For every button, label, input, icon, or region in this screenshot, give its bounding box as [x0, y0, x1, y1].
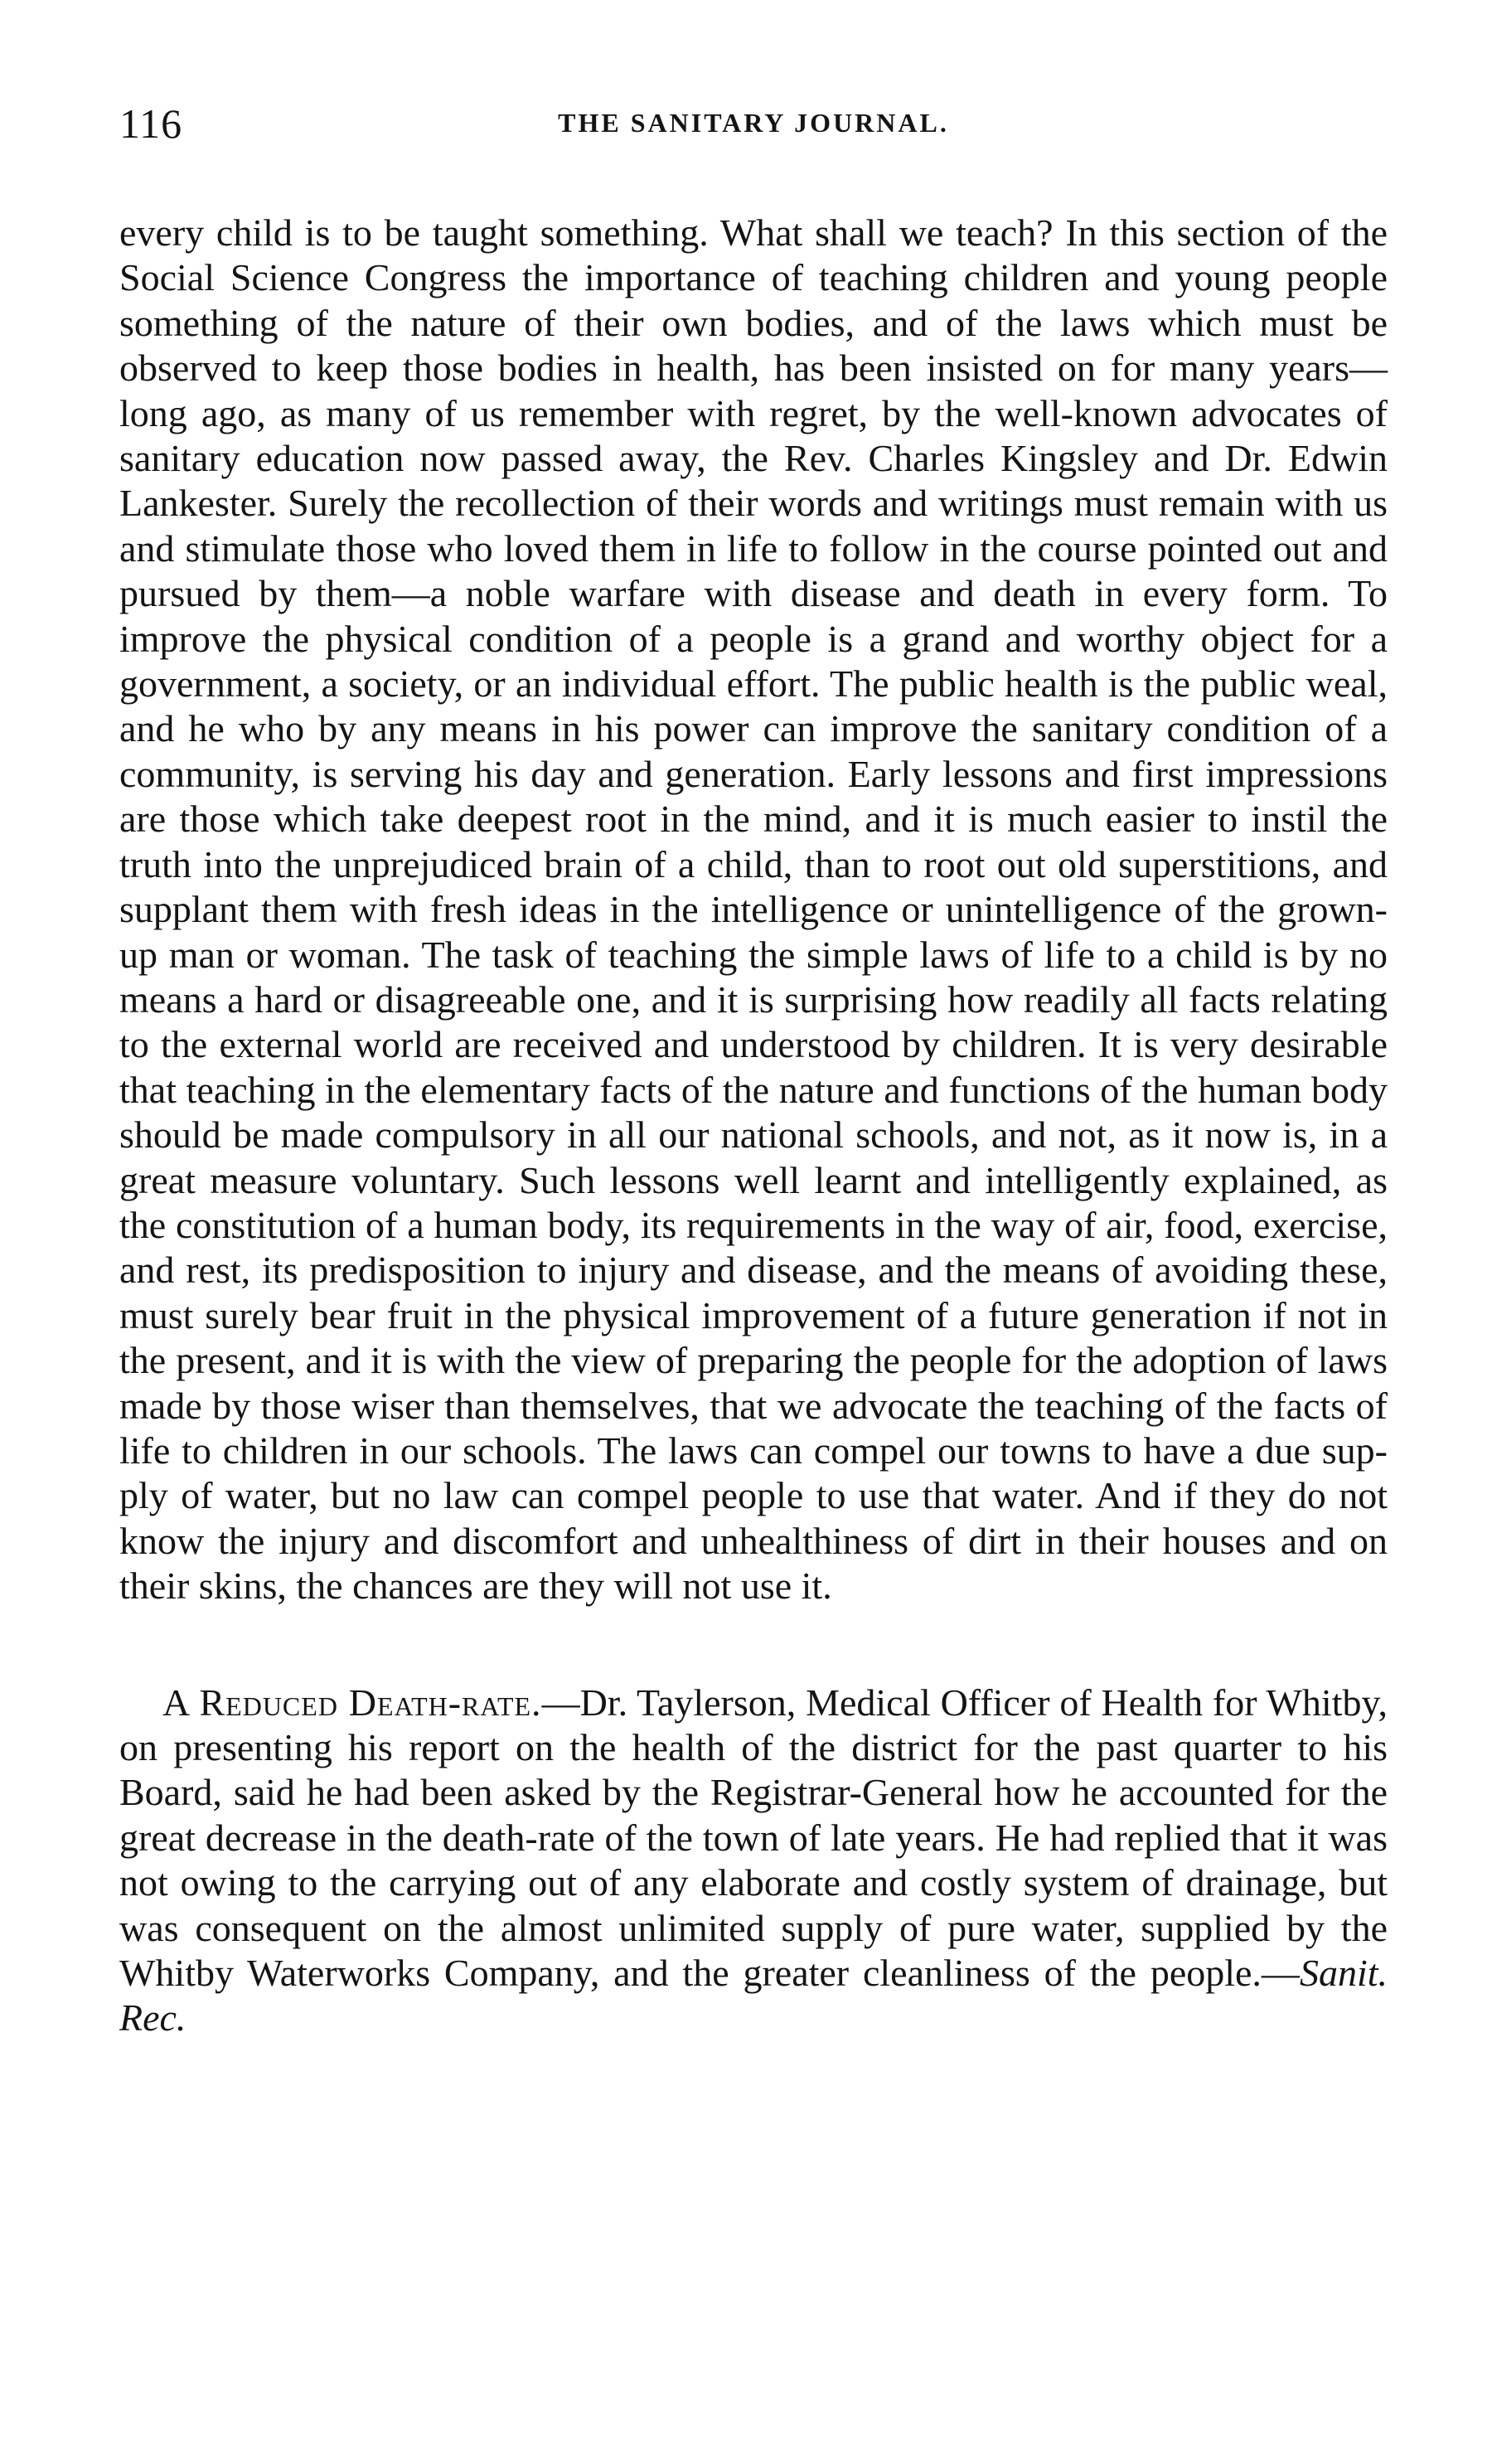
article-source: Sanit. Rec. — [119, 1952, 1388, 2040]
journal-title: THE SANITARY JOURNAL. — [558, 108, 949, 138]
article-text: —Dr. Taylerson, Medical Officer of Health for Whitby, on presenting his report on the health of the district for the past quarter to his Board, said he had been asked by the Registrar-General how he accounted for the great decrease in the death-rate of the town of late years. He had replied that it was not owing to the carrying out of any elaborate and costly system of drainage, but was consequent on the almost unlimited supply of pure water, supplied by the Whitby Waterworks Company, and the greater cleanliness of the people.— — [119, 1681, 1388, 1995]
running-head — [119, 99, 1388, 166]
article-heading: A Reduced Death-rate. — [162, 1681, 542, 1724]
article-paragraph — [119, 1681, 1388, 2041]
document-page — [119, 99, 1388, 2041]
page-number: 116 — [119, 100, 183, 147]
article-reduced-death-rate — [119, 1681, 1388, 2041]
body-paragraph: every child is to be taught something. What shall we teach? In this section of the Social Science Congress the importance of teaching children and young people something of the nature of their own bodies, and of the laws which must be observed to keep those bodies in health, has been insisted on for many years—long ago, as many of us remember with regret, by the well-known advocates of sanitary education now passed away, the Rev. Charles Kingsley and Dr. Edwin Lankester. Surely the recollection of their words and writings must remain with us and stimulate those who loved them in life to follow in the course pointed out and pursued by them—a noble warfare with disease and death in every form. To improve the physical condition of a people is a grand and worthy object for a government, a society, or an individual effort. The public health is the public weal, and he who by any means in his power can improve the sanitary condition of a community, is serving his day and generation. Early lessons and first impressions are those which take deepest root in the mind, and it is much easier to instil the truth into the unprejudiced brain of a child, than to root out old superstitions, and supplant them with fresh ideas in the intelligence or unintelligence of the grown-up man or woman. The task of teaching the simple laws of life to a child is by no means a hard or disagreeable one, and it is surprising how readily all facts relating to the external world are received and understood by children. It is very desirable that teaching in the elementary facts of the nature and functions of the human body should be made compulsory in all our national schools, and not, as it now is, in a great measure voluntary. Such lessons well learnt and intelligently explained, as the constitution of a human body, its requirements in the way of air, food, exercise, and rest, its predisposition to injury and disease, and the means of avoiding these, must surely bear fruit in the physical improvement of a future generation if not in the present, and it is with the view of preparing the people for the adoption of laws made by those wiser than themselves, that we advocate the teaching of the facts of life to children in our schools. The laws can compel our towns to have a due supply of water, but no law can compel people to use that water. And if they do not know the injury and discomfort and unhealthiness of dirt in their houses and on their skins, the chances are they will not use it. — [119, 211, 1388, 1608]
